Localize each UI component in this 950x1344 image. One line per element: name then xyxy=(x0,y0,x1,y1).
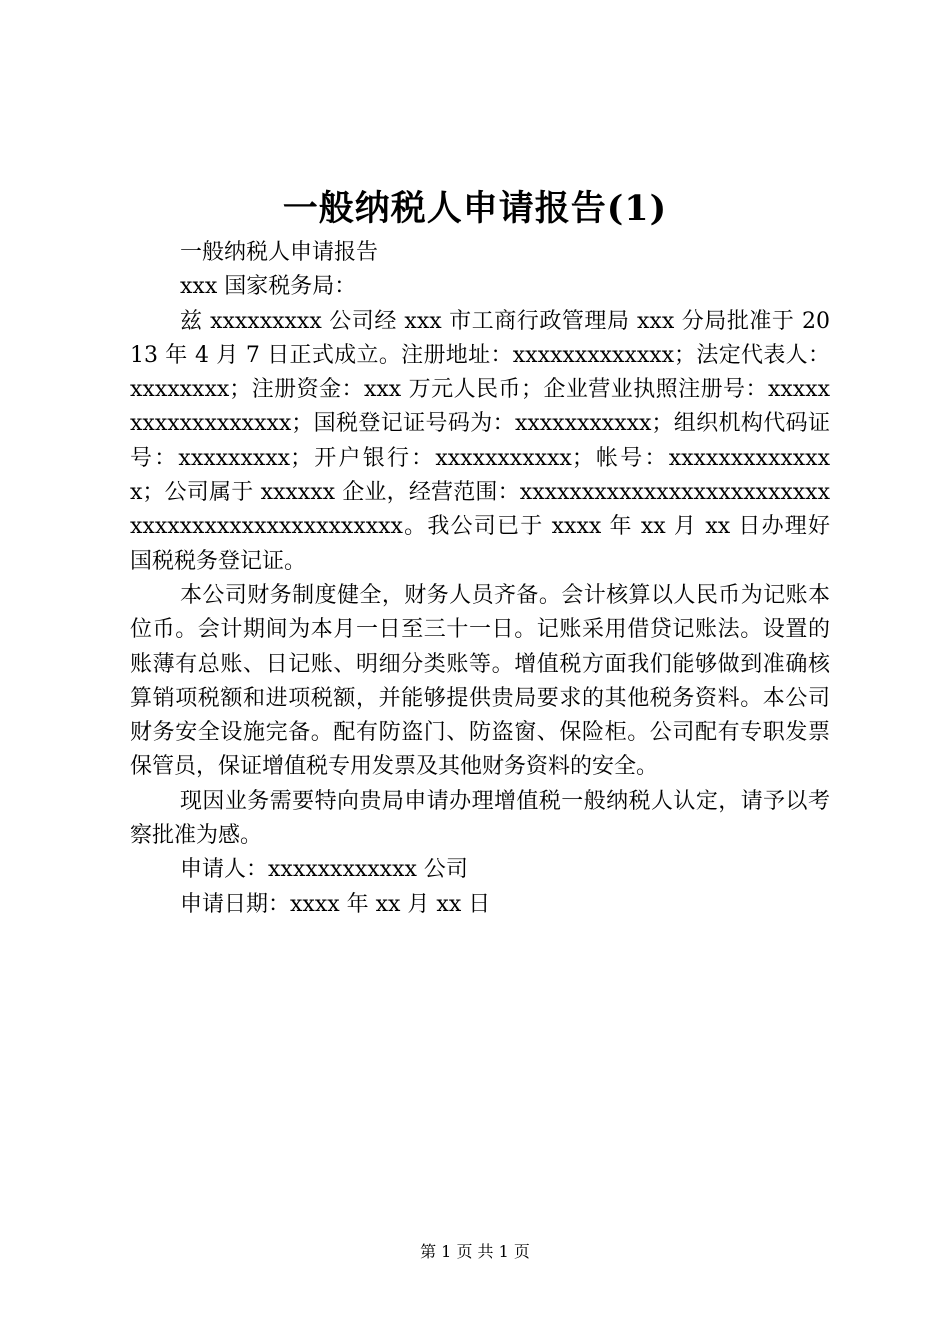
document-body xyxy=(130,236,830,922)
document-title: 一般纳税人申请报告(1) xyxy=(282,188,668,229)
paragraph-company-info: 兹 xxxxxxxxx 公司经 xxx 市工商行政管理局 xxx 分局批准于 2013 年 4 月 7 日正式成立。注册地址：xxxxxxxxxxxxx；法定代表人：xxxxxxxx；注册资金：xxx 万元人民币；企业营业执照注册号：xxxxxxxxxxxxxxxxxx；国税登记证号码为：xxxxxxxxxxx；组织机构代码证号：xxxxxxxxx；开户银行：xxxxxxxxxxx；帐号：xxxxxxxxxxxxxx；公司属于 xxxxxx 企业，经营范围：xxxxxxxxxxxxxxxxxxxxxxxxxxxxxxxxxxxxxxxxxxxxxxx。我公司已于 xxxx 年 xx 月 xx 日办理好国税税务登记证。 xyxy=(130,308,830,574)
paragraph-heading: 一般纳税人申请报告 xyxy=(180,240,379,265)
paragraph-recipient: xxx 国家税务局： xyxy=(180,274,357,300)
page-footer: 第 1 页 共 1 页 xyxy=(420,1242,530,1261)
paragraph-applicant: 申请人：xxxxxxxxxxxx 公司 xyxy=(180,857,468,883)
paragraph-date: 申请日期：xxxx 年 xx 月 xx 日 xyxy=(180,891,491,917)
paragraph-finance: 本公司财务制度健全，财务人员齐备。会计核算以人民币为记账本位币。会计期间为本月一日至三十一日。记账采用借贷记账法。设置的账薄有总账、日记账、明细分类账等。增值税方面我们能够做到准确核算销项税额和进项税额，并能够提供贵局要求的其他税务资料。本公司财务安全设施完备。配有防盗门、防盗窗、保险柜。公司配有专职发票保管员，保证增值税专用发票及其他财务资料的安全。 xyxy=(130,582,830,780)
paragraph-request: 现因业务需要特向贵局申请办理增值税一般纳税人认定，请予以考察批准为感。 xyxy=(130,788,830,849)
